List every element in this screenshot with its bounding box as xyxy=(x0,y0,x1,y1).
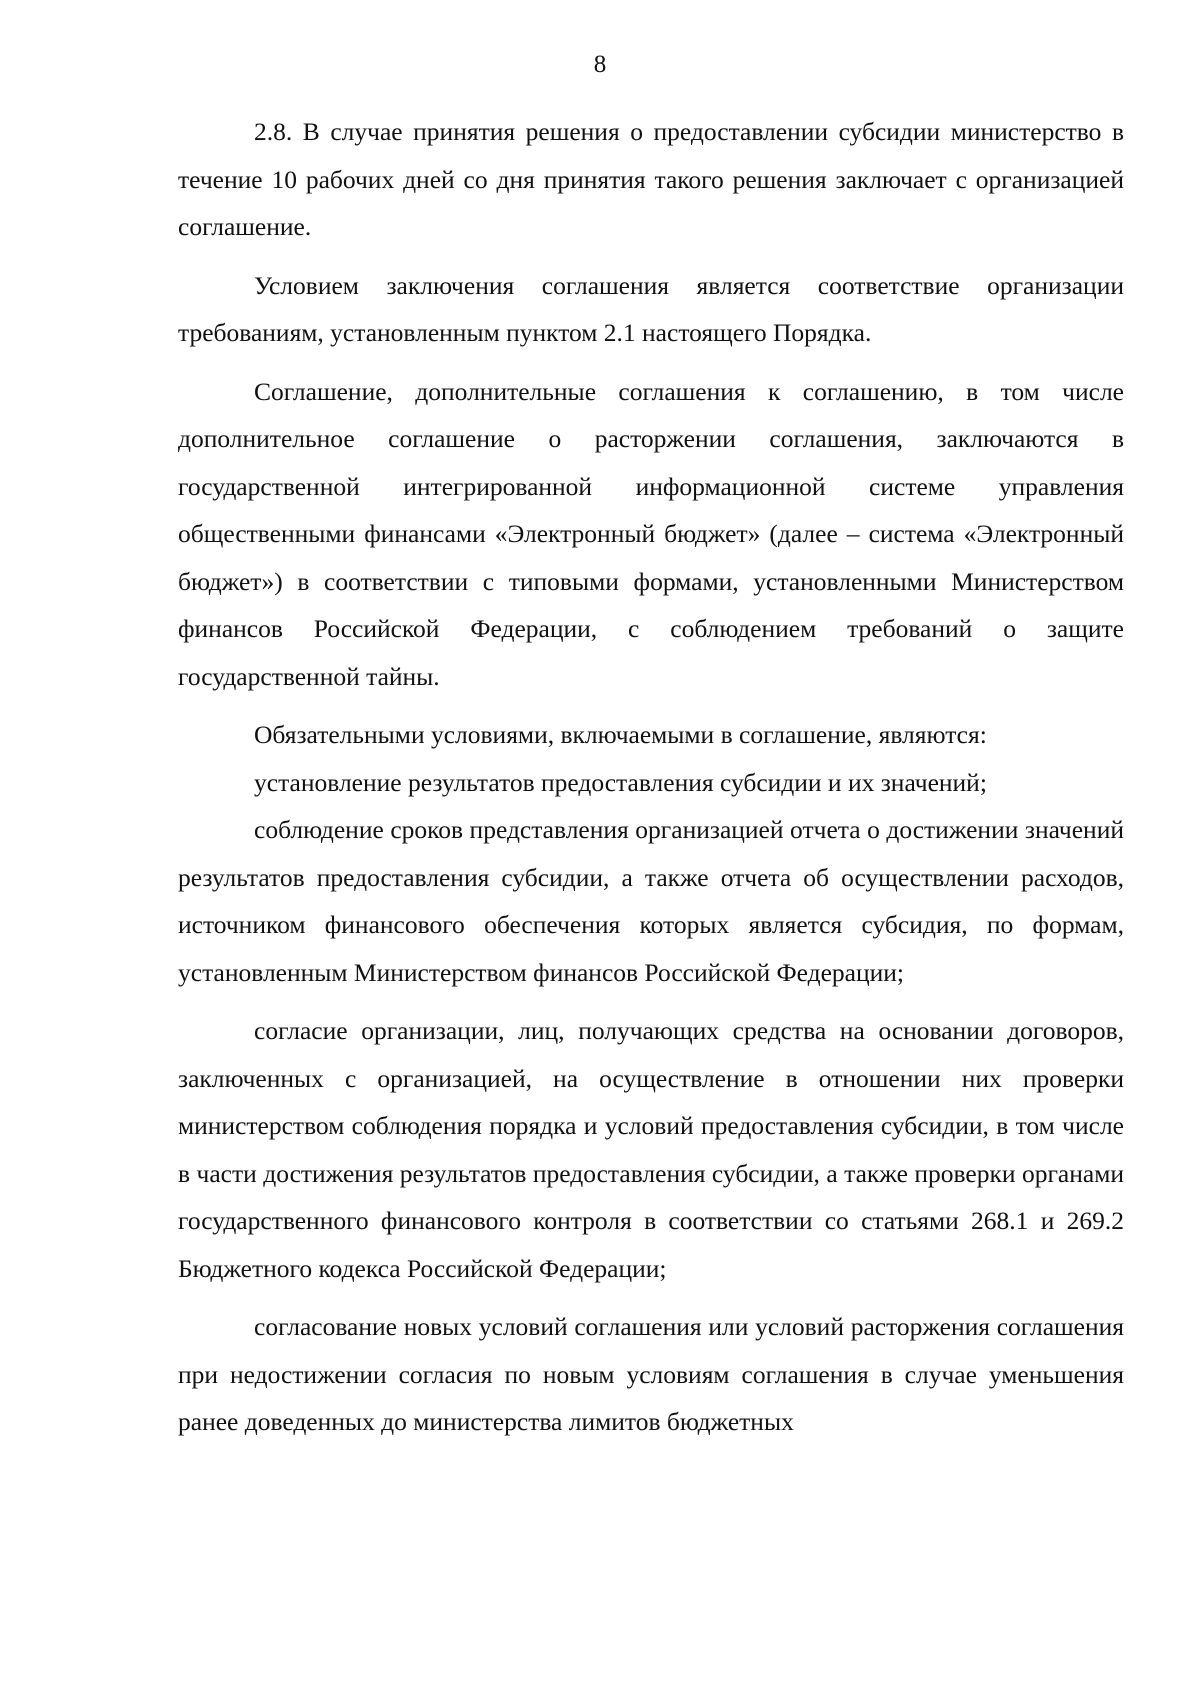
paragraph-results: установление результатов предоставления субсидии и их значений; xyxy=(254,767,987,797)
paragraph-new-conditions: согласование новых условий соглашения или условий расторжения соглашения при недостижении согласия по новым условиям соглашения в случае уменьшения ранее доведенных до министерства лимитов бюджетных xyxy=(178,1312,1124,1436)
paragraph-mandatory-conditions: Обязательными условиями, включаемыми в соглашение, являются: xyxy=(254,720,987,749)
paragraph-2-8: 2.8. В случае принятия решения о предоставлении субсидии министерство в течение 10 рабочих дней со дня принятия такого решения заключает с организацией соглашение. xyxy=(178,117,1124,241)
page-number: 8 xyxy=(593,51,607,78)
document-body xyxy=(178,108,1124,1446)
paragraph-electronic-budget: Соглашение, дополнительные соглашения к соглашению, в том числе дополнительное соглашение о расторжении соглашения, заключаются в государственной интегрированной информационной системе управления общественными финансами «Электронный бюджет» (далее – система «Электронный бюджет») в соответствии с типовыми формами, установленными Министерством финансов Российской Федерации, с соблюдением требований о защите государственной тайны. xyxy=(178,376,1124,691)
paragraph-agreement-condition: Условием заключения соглашения является соответствие организации требованиям, установленным пунктом 2.1 настоящего Порядка. xyxy=(178,270,1124,347)
paragraph-reporting-deadlines: соблюдение сроков представления организацией отчета о достижении значений результатов предоставления субсидии, а также отчета об осуществлении расходов, источником финансового обеспечения которых является субсидия, по формам, установленным Министерством финансов Российской Федерации; xyxy=(178,815,1124,987)
paragraph-inspection-consent: согласие организации, лиц, получающих средства на основании договоров, заключенных с организацией, на осуществление в отношении них проверки министерством соблюдения порядка и условий предоставления субсидии, в том числе в части достижения результатов предоставления субсидии, а также проверки органами государственного финансового контроля в соответствии со статьями 268.1 и 269.2 Бюджетного кодекса Российской Федерации; xyxy=(178,1016,1124,1283)
